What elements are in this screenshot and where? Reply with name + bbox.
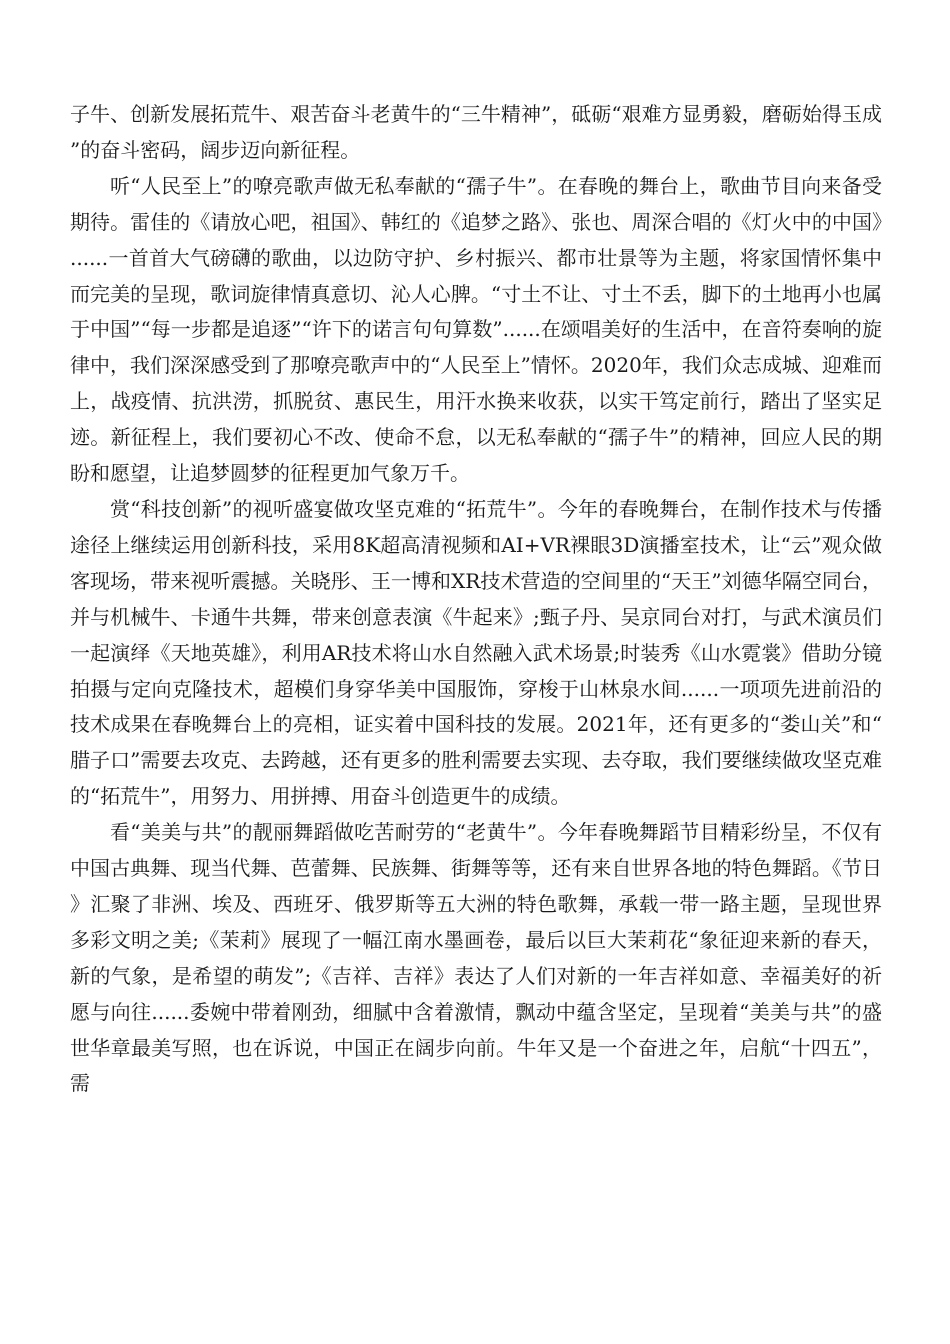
document-body [70,97,882,1102]
paragraph-continuation: 子牛、创新发展拓荒牛、艰苦奋斗老黄牛的“三牛精神”，砥砺“艰难方显勇毅，磨砺始得玉成”的奋斗密码，阔步迈向新征程。 [70,102,882,162]
paragraph-tech-innovation: 赏“科技创新”的视听盛宴做攻坚克难的“拓荒牛”。今年的春晚舞台，在制作技术与传播途径上继续运用创新科技，采用8K超高清视频和AI+VR裸眼3D演播室技术，让“云”观众做客现场，带来视听震撼。关晓彤、王一博和XR技术营造的空间里的“天王”刘德华隔空同台，并与机械牛、卡通牛共舞，带来创意表演《牛起来》;甄子丹、吴京同台对打，与武术演员们一起演绎《天地英雄》，利用AR技术将山水自然融入武术场景;时装秀《山水霓裳》借助分镜拍摄与定向克隆技术，超模们身穿华美中国服饰，穿梭于山林泉水间......一项项先进前沿的技术成果在春晚舞台上的亮相，证实着中国科技的发展。2021年，还有更多的“娄山关”和“腊子口”需要去攻克、去跨越，还有更多的胜利需要去实现、去夺取，我们要继续做攻坚克难的“拓荒牛”，用努力、用拼搏、用奋斗创造更牛的成绩。 [70,496,882,809]
paragraph-dance-harmony: 看“美美与共”的靓丽舞蹈做吃苦耐劳的“老黄牛”。今年春晚舞蹈节目精彩纷呈，不仅有中国古典舞、现当代舞、芭蕾舞、民族舞、街舞等等，还有来自世界各地的特色舞蹈。《节日》汇聚了非洲、埃及、西班牙、俄罗斯等五大洲的特色歌舞，承载一带一路主题，呈现世界多彩文明之美;《茉莉》展现了一幅江南水墨画卷，最后以巨大茉莉花“象征迎来新的春天，新的气象，是希望的萌发”;《吉祥、吉祥》表达了人们对新的一年吉祥如意、幸福美好的祈愿与向往......委婉中带着刚劲，细腻中含着激情，飘动中蕴含坚定，呈现着“美美与共”的盛世华章最美写照，也在诉说，中国正在阔步向前。牛年又是一个奋进之年，启航“十四五”，需 [70,820,882,1096]
paragraph-people-first: 听“人民至上”的嘹亮歌声做无私奉献的“孺子牛”。在春晚的舞台上，歌曲节目向来备受期待。雷佳的《请放心吧，祖国》、韩红的《追梦之路》、张也、周深合唱的《灯火中的中国》......一首首大气磅礴的歌曲，以边防守护、乡村振兴、都市壮景等为主题，将家国情怀集中而完美的呈现，歌词旋律情真意切、沁人心脾。“寸土不让、寸土不丢，脚下的土地再小也属于中国”“每一步都是追逐”“许下的诺言句句算数”......在颂唱美好的生活中，在音符奏响的旋律中，我们深深感受到了那嘹亮歌声中的“人民至上”情怀。2020年，我们众志成城、迎难而上，战疫情、抗洪涝，抓脱贫、惠民生，用汗水换来收获，以实干笃定前行，踏出了坚实足迹。新征程上，我们要初心不改、使命不怠，以无私奉献的“孺子牛”的精神，回应人民的期盼和愿望，让追梦圆梦的征程更加气象万千。 [70,173,882,486]
